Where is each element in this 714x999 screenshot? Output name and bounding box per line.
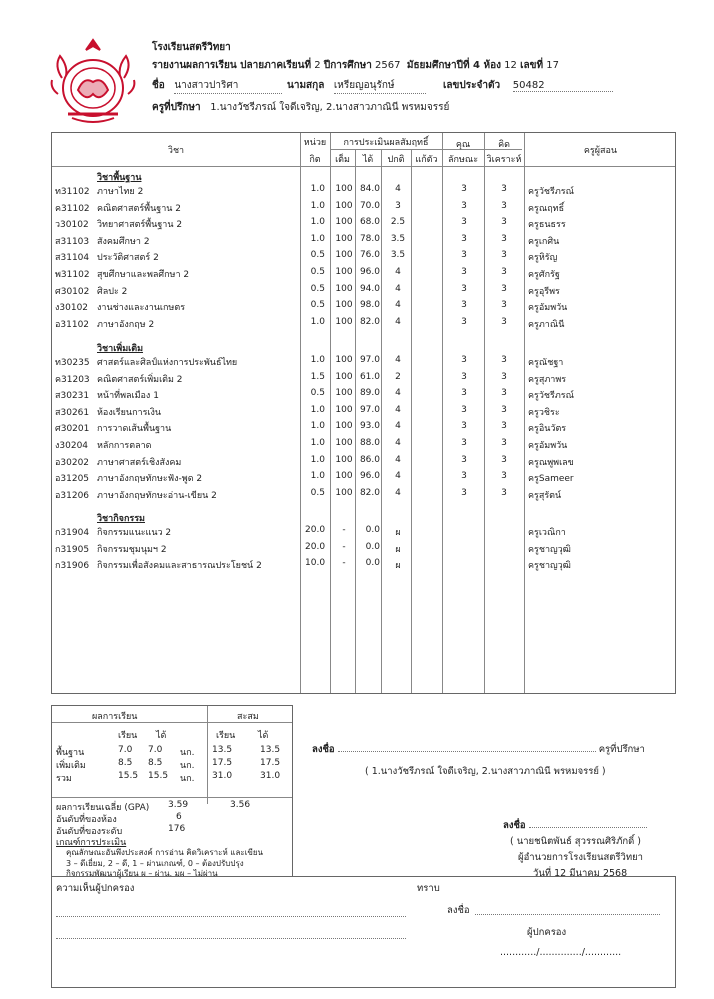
cell-code: ง30204 xyxy=(55,441,89,451)
cell-got: 86.0 xyxy=(359,454,380,465)
comment-line-2[interactable] xyxy=(56,929,406,939)
cell-name: กิจกรรมแนะแนว 2 xyxy=(97,528,172,538)
cell-grade: 4 xyxy=(395,471,401,482)
header-teacher: ครูผู้สอน xyxy=(583,146,618,156)
cell-teacher: ครูชาญวุฒิ xyxy=(528,561,571,572)
cell-full: 100 xyxy=(335,371,353,382)
cell-grade: 4 xyxy=(395,388,401,399)
summary-got: 8.5 xyxy=(148,758,163,768)
parent-comment-label: ความเห็นผู้ปกครอง xyxy=(56,883,135,894)
group-extra-title: วิชาเพิ่มเติม xyxy=(97,344,144,354)
table-row xyxy=(52,199,677,216)
cell-teacher: ครูธนธรร xyxy=(528,220,566,231)
advisor-sign-label: ลงชื่อ xyxy=(312,744,335,755)
table-row xyxy=(52,370,677,387)
cell-name: หน้าที่พลเมือง 1 xyxy=(97,391,159,402)
cell-grade: 4 xyxy=(395,421,401,432)
summary-a-study: 17.5 xyxy=(212,758,233,768)
cell-credit: 10.0 xyxy=(305,558,326,569)
cell-teacher: ครูศักรัฐ xyxy=(528,270,560,280)
cell-code: ค31102 xyxy=(55,203,90,214)
table-row xyxy=(52,265,677,282)
cell-q: 3 xyxy=(461,200,467,211)
cell-teacher: ครูอัมพวัน xyxy=(528,441,568,451)
cell-name: ประวัติศาสตร์ 2 xyxy=(97,253,159,264)
summary-accum-col-got: ได้ xyxy=(258,731,269,741)
student-line xyxy=(152,78,282,94)
cell-q: 3 xyxy=(461,355,467,365)
cell-got: 0.0 xyxy=(365,525,380,535)
criteria-line-1: คุณลักษณะอันพึงประสงค์ การอ่าน คิดวิเคราะห์ และเขียน xyxy=(66,848,264,857)
header-fixed: แก้ตัว xyxy=(415,155,438,165)
header-result-group: การประเมินผลสัมฤทธิ์ xyxy=(343,138,429,148)
cell-code: อ31205 xyxy=(55,474,90,485)
cell-full: 100 xyxy=(335,300,353,311)
summary-a-got: 13.5 xyxy=(260,745,281,755)
cell-t: 3 xyxy=(501,438,507,448)
cell-t: 3 xyxy=(501,421,507,432)
cell-t: 3 xyxy=(501,233,507,244)
header-unit: หน่วย xyxy=(303,138,327,148)
criteria-line-2: 3 – ดีเยี่ยม, 2 – ดี, 1 – ผ่านเกณฑ์, 0 – ต้องปรับปรุง xyxy=(66,859,244,868)
cell-code: ส30231 xyxy=(55,391,90,402)
cell-grade: 4 xyxy=(395,300,401,311)
cell-teacher: ครูวชิระ xyxy=(528,407,560,418)
cell-credit: 1.0 xyxy=(310,184,325,194)
table-row xyxy=(52,386,677,403)
cell-grade: 2 xyxy=(395,371,401,382)
name-label: ชื่อ xyxy=(152,80,165,91)
table-row xyxy=(52,315,677,332)
cell-teacher: ครูณพูพเลข xyxy=(528,457,574,468)
term-value: 2 xyxy=(314,60,321,71)
cell-code: ท30235 xyxy=(55,358,90,368)
cell-credit: 0.5 xyxy=(310,250,325,261)
no-value: 17 xyxy=(546,60,559,71)
director-sign-label: ลงชื่อ xyxy=(503,820,526,831)
cell-t: 3 xyxy=(501,388,507,399)
cell-name: หลักการตลาด xyxy=(97,441,152,451)
cell-q: 3 xyxy=(461,316,467,327)
cell-full: - xyxy=(342,558,346,569)
cell-t: 3 xyxy=(501,404,507,415)
cell-code: อ31102 xyxy=(55,319,90,330)
summary-a-study: 31.0 xyxy=(212,771,233,781)
cell-grade: 4 xyxy=(395,438,401,448)
cell-t: 3 xyxy=(501,454,507,465)
cell-teacher: ครูสุรัตน์ xyxy=(528,490,562,501)
cell-got: 0.0 xyxy=(365,541,380,552)
cell-q: 3 xyxy=(461,267,467,277)
cell-code: ศ30201 xyxy=(55,424,90,435)
table-row xyxy=(52,556,677,573)
cell-grade: 4 xyxy=(395,454,401,465)
report-title-line xyxy=(152,58,559,73)
cell-q: 3 xyxy=(461,487,467,498)
table-row xyxy=(52,486,677,503)
cell-code: อ31206 xyxy=(55,490,90,501)
cell-full: 100 xyxy=(335,316,353,327)
cell-credit: 0.5 xyxy=(310,388,325,399)
cell-full: 100 xyxy=(335,250,353,261)
cell-name: ภาษาอังกฤษทักษะฟัง-พูด 2 xyxy=(97,474,203,485)
cell-q: 3 xyxy=(461,454,467,465)
cell-credit: 1.0 xyxy=(310,200,325,211)
cell-teacher: ครูชาญวุฒิ xyxy=(528,544,571,555)
cell-got: 94.0 xyxy=(359,283,380,294)
cell-got: 76.0 xyxy=(359,250,380,261)
cell-got: 97.0 xyxy=(359,355,380,365)
comment-line-1[interactable] xyxy=(56,907,406,917)
cell-q: 3 xyxy=(461,404,467,415)
cell-t: 3 xyxy=(501,184,507,194)
rank-level-value: 176 xyxy=(168,824,186,834)
cell-code: ว30102 xyxy=(55,220,89,231)
table-row xyxy=(52,419,677,436)
table-row xyxy=(52,453,677,470)
cell-full: 100 xyxy=(335,421,353,432)
cell-grade: 3.5 xyxy=(390,250,406,261)
cell-code: ส31103 xyxy=(55,236,90,247)
cell-code: ก31905 xyxy=(55,544,90,555)
cell-code: อ30202 xyxy=(55,457,90,468)
cell-teacher: ครูSameer xyxy=(528,474,574,485)
parent-sign-line[interactable] xyxy=(475,903,660,915)
summary-a-study: 13.5 xyxy=(212,745,233,755)
cell-name: ภาษาไทย 2 xyxy=(97,187,144,197)
cell-credit: 1.0 xyxy=(310,471,325,482)
cell-grade: ผ xyxy=(395,544,401,555)
cell-teacher: ครูณัชฐา xyxy=(528,358,564,368)
parent-role: ผู้ปกครอง xyxy=(527,927,567,938)
cell-name: ภาษาศาสตร์เชิงสังคม xyxy=(97,457,182,468)
cell-grade: 4 xyxy=(395,355,401,365)
header-normal: ปกติ xyxy=(387,155,405,165)
cell-code: ก31904 xyxy=(55,528,90,538)
parent-sign-label: ลงชื่อ xyxy=(447,905,470,916)
table-row xyxy=(52,282,677,299)
cell-grade: 4 xyxy=(395,316,401,327)
cell-code: ส30261 xyxy=(55,407,90,418)
table-row xyxy=(52,215,677,232)
cell-grade: ผ xyxy=(395,528,401,538)
cell-got: 88.0 xyxy=(359,438,380,448)
gpa-label: ผลการเรียนเฉลี่ย (GPA) xyxy=(56,803,150,813)
header-quality-1: คุณ xyxy=(455,140,471,150)
cell-credit: 1.0 xyxy=(310,355,325,365)
advisor-role: ครูที่ปรึกษา xyxy=(598,744,645,755)
summary-unit: นก. xyxy=(180,761,195,771)
director-name: ( นายชนิตพันธ์ สุวรรณศิริภักดิ์ ) xyxy=(510,836,642,847)
table-row xyxy=(52,232,677,249)
header-quality-2: ลักษณะ xyxy=(447,155,479,165)
student-id-line xyxy=(443,78,613,93)
table-row xyxy=(52,403,677,420)
cell-t: 3 xyxy=(501,267,507,277)
cell-name: สังคมศึกษา 2 xyxy=(97,236,150,247)
summary-col-got: ได้ xyxy=(156,731,167,741)
cell-code: ส31104 xyxy=(55,253,90,264)
cell-name: สุขศึกษาและพลศึกษา 2 xyxy=(97,270,190,280)
id-value: 50482 xyxy=(513,80,613,92)
cell-name: งานช่างและงานเกษตร xyxy=(97,303,186,314)
group-activity-title: วิชากิจกรรม xyxy=(97,514,145,524)
table-row xyxy=(52,540,677,557)
cell-t: 3 xyxy=(501,471,507,482)
surname-line xyxy=(287,78,426,94)
cell-code: ก31906 xyxy=(55,561,90,572)
cell-code: พ31102 xyxy=(55,270,90,280)
no-label: เลขที่ xyxy=(520,60,544,71)
cell-got: 82.0 xyxy=(359,487,380,498)
cell-q: 3 xyxy=(461,300,467,311)
summary-study: 8.5 xyxy=(118,758,133,768)
cell-got: 68.0 xyxy=(359,217,380,228)
cell-grade: 4 xyxy=(395,267,401,277)
header-think-1: คิด xyxy=(498,140,510,150)
cell-got: 78.0 xyxy=(359,233,380,244)
level-label: มัธยมศึกษาปีที่ 4 ห้อง xyxy=(406,60,501,71)
cell-credit: 1.0 xyxy=(310,454,325,465)
summary-box xyxy=(51,705,293,877)
summary-a-got: 31.0 xyxy=(260,771,281,781)
cell-name: คณิตศาสตร์พื้นฐาน 2 xyxy=(97,203,181,214)
cell-t: 3 xyxy=(501,200,507,211)
cell-name: วิทยาศาสตร์พื้นฐาน 2 xyxy=(97,220,183,231)
header-think-2: วิเคราะห์ xyxy=(486,155,522,165)
summary-accum-label: สะสม xyxy=(237,712,259,722)
cell-full: 100 xyxy=(335,487,353,498)
summary-label: เพิ่มเติม xyxy=(56,761,86,771)
cell-full: 100 xyxy=(335,471,353,482)
cell-credit: 0.5 xyxy=(310,283,325,294)
advisor-names-sign: ( 1.นางวัชรีภรณ์ ใจดีเจริญ, 2.นางสาวภาณินี พรหมจรรย์ ) xyxy=(365,766,606,777)
cell-credit: 1.0 xyxy=(310,217,325,228)
sign-date: วันที่ 12 มีนาคม 2568 xyxy=(533,868,628,879)
year-value: 2567 xyxy=(375,60,401,71)
cell-got: 96.0 xyxy=(359,267,380,277)
summary-study: 15.5 xyxy=(118,771,139,781)
cell-got: 82.0 xyxy=(359,316,380,327)
summary-result-label: ผลการเรียน xyxy=(92,712,138,722)
header-got: ได้ xyxy=(362,155,374,165)
table-row xyxy=(52,436,677,453)
report-label: รายงานผลการเรียน ปลายภาคเรียนที่ xyxy=(152,60,312,71)
cell-name: ภาษาอังกฤษทักษะอ่าน-เขียน 2 xyxy=(97,490,217,501)
criteria-title: เกณฑ์การประเมิน xyxy=(56,838,127,848)
gpa-value: 3.59 xyxy=(168,800,189,810)
cell-t: 3 xyxy=(501,371,507,382)
surname-label: นามสกุล xyxy=(287,80,325,91)
cell-code: ศ30102 xyxy=(55,286,90,297)
cell-got: 89.0 xyxy=(359,388,380,399)
cell-credit: 0.5 xyxy=(310,487,325,498)
cell-full: 100 xyxy=(335,267,353,277)
cell-credit: 1.0 xyxy=(310,233,325,244)
cell-q: 3 xyxy=(461,233,467,244)
cell-credit: 1.5 xyxy=(310,371,325,382)
cell-teacher: ครูณฤทธิ์ xyxy=(528,203,565,214)
table-row xyxy=(52,469,677,486)
cell-teacher: ครูวัชรีภรณ์ xyxy=(528,187,574,197)
rank-level-label: อันดับที่ของระดับ xyxy=(56,827,123,837)
summary-got: 15.5 xyxy=(148,771,169,781)
cell-t: 3 xyxy=(501,283,507,294)
cell-t: 3 xyxy=(501,250,507,261)
cell-got: 61.0 xyxy=(359,371,380,382)
summary-unit: นก. xyxy=(180,748,195,758)
cell-t: 3 xyxy=(501,217,507,228)
advisor-label: ครูที่ปรึกษา xyxy=(152,102,201,113)
advisor-line xyxy=(152,100,449,115)
table-row xyxy=(52,523,677,540)
cell-q: 3 xyxy=(461,388,467,399)
cell-grade: 2.5 xyxy=(390,217,406,228)
year-label: ปีการศึกษา xyxy=(323,60,372,71)
summary-label: รวม xyxy=(56,774,72,784)
cell-got: 84.0 xyxy=(359,184,380,194)
cell-name: ศิลปะ 2 xyxy=(97,286,128,297)
summary-label: พื้นฐาน xyxy=(56,748,85,758)
cell-full: - xyxy=(342,525,346,535)
cell-full: 100 xyxy=(335,355,353,365)
cell-full: 100 xyxy=(335,388,353,399)
cell-credit: 1.0 xyxy=(310,438,325,448)
cell-credit: 1.0 xyxy=(310,404,325,415)
cell-grade: 4 xyxy=(395,283,401,294)
cell-teacher: ครูอัมพวัน xyxy=(528,303,568,314)
summary-study: 7.0 xyxy=(118,745,133,755)
cell-full: 100 xyxy=(335,438,353,448)
cell-q: 3 xyxy=(461,421,467,432)
cell-name: คณิตศาสตร์เพิ่มเติม 2 xyxy=(97,374,183,385)
cell-got: 93.0 xyxy=(359,421,380,432)
director-role: ผู้อำนวยการโรงเรียนสตรีวิทยา xyxy=(518,852,644,863)
cell-teacher: ครูภาณินี xyxy=(528,319,565,330)
cell-grade: 3 xyxy=(395,200,401,211)
cell-got: 96.0 xyxy=(359,471,380,482)
cell-teacher: ครูหิรัญ xyxy=(528,253,558,264)
cell-full: 100 xyxy=(335,184,353,194)
director-sign-line xyxy=(503,818,647,833)
parent-comment-box xyxy=(51,876,676,988)
cell-got: 70.0 xyxy=(359,200,380,211)
table-row xyxy=(52,248,677,265)
cell-name: ภาษาอังกฤษ 2 xyxy=(97,319,155,330)
cell-name: ห้องเรียนการเงิน xyxy=(97,407,162,418)
grades-table xyxy=(51,132,676,694)
cell-credit: 0.5 xyxy=(310,267,325,277)
cell-code: ค31203 xyxy=(55,374,90,385)
rank-room-label: อันดับที่ของห้อง xyxy=(56,815,117,825)
parent-date-line: ............/............../............ xyxy=(500,947,622,958)
cell-grade: 4 xyxy=(395,184,401,194)
cell-credit: 0.5 xyxy=(310,300,325,311)
cell-q: 3 xyxy=(461,217,467,228)
cell-teacher: ครูสุภาพร xyxy=(528,374,567,385)
criteria-line-3: กิจกรรมพัฒนาผู้เรียน ผ – ผ่าน, มผ – ไม่ผ่าน xyxy=(66,869,218,878)
cell-full: 100 xyxy=(335,283,353,294)
cell-q: 3 xyxy=(461,283,467,294)
id-label: เลขประจำตัว xyxy=(443,80,501,91)
cell-code: ท31102 xyxy=(55,187,90,197)
cell-teacher: ครูอุรีพร xyxy=(528,286,560,297)
gpa-accum-value: 3.56 xyxy=(230,800,251,810)
summary-a-got: 17.5 xyxy=(260,758,281,768)
cell-got: 97.0 xyxy=(359,404,380,415)
cell-teacher: ครูเวณิกา xyxy=(528,528,566,538)
table-row xyxy=(52,182,677,199)
table-row xyxy=(52,353,677,370)
cell-got: 0.0 xyxy=(365,558,380,569)
cell-grade: ผ xyxy=(395,561,401,572)
cell-full: 100 xyxy=(335,404,353,415)
school-name: โรงเรียนสตรีวิทยา xyxy=(152,42,231,53)
parent-ack-label: ทราบ xyxy=(417,883,440,894)
cell-name: ศาสตร์และศิลป์แห่งการประพันธ์ไทย xyxy=(97,358,238,368)
cell-teacher: ครูเกศิน xyxy=(528,236,560,247)
header-full: เต็ม xyxy=(335,155,350,165)
table-row xyxy=(52,298,677,315)
cell-name: กิจกรรมเพื่อสังคมและสาธารณประโยชน์ 2 xyxy=(97,561,262,572)
cell-q: 3 xyxy=(461,438,467,448)
summary-got: 7.0 xyxy=(148,745,163,755)
summary-accum-col-study: เรียน xyxy=(216,731,236,741)
name-value: นางสาวปาริศา xyxy=(174,78,282,94)
cell-credit: 20.0 xyxy=(305,541,326,552)
cell-code: ง30102 xyxy=(55,303,89,314)
summary-col-study: เรียน xyxy=(118,731,138,741)
advisor-names: 1.นางวัชรีภรณ์ ใจดีเจริญ, 2.นางสาวภาณินี พรหมจรรย์ xyxy=(210,102,450,113)
cell-t: 3 xyxy=(501,316,507,327)
advisor-sign-line xyxy=(312,742,645,757)
summary-unit: นก. xyxy=(180,774,195,784)
cell-credit: 1.0 xyxy=(310,316,325,327)
cell-full: 100 xyxy=(335,454,353,465)
cell-full: 100 xyxy=(335,233,353,244)
cell-teacher: ครูวัชรีภรณ์ xyxy=(528,391,574,402)
cell-got: 98.0 xyxy=(359,300,380,311)
surname-value: เหรียญอนุรักษ์ xyxy=(334,78,426,94)
header-credit: กิต xyxy=(309,155,321,165)
school-seal-logo xyxy=(48,36,138,124)
group-basic-title: วิชาพื้นฐาน xyxy=(97,173,142,183)
cell-q: 3 xyxy=(461,250,467,261)
cell-grade: 3.5 xyxy=(390,233,406,244)
cell-grade: 4 xyxy=(395,404,401,415)
cell-full: - xyxy=(342,541,346,552)
cell-name: กิจกรรมชุมนุมฯ 2 xyxy=(97,544,167,555)
cell-q: 3 xyxy=(461,184,467,194)
rank-room-value: 6 xyxy=(176,812,182,822)
cell-teacher: ครูอินวัตร xyxy=(528,424,567,435)
cell-grade: 4 xyxy=(395,487,401,498)
cell-q: 3 xyxy=(461,471,467,482)
cell-name: การวาดเส้นพื้นฐาน xyxy=(97,424,172,435)
header-subject: วิชา xyxy=(167,146,185,156)
cell-credit: 20.0 xyxy=(305,525,326,535)
cell-credit: 1.0 xyxy=(310,421,325,432)
cell-t: 3 xyxy=(501,355,507,365)
cell-full: 100 xyxy=(335,217,353,228)
cell-t: 3 xyxy=(501,300,507,311)
cell-full: 100 xyxy=(335,200,353,211)
room-value: 12 xyxy=(504,60,517,71)
cell-q: 3 xyxy=(461,371,467,382)
cell-t: 3 xyxy=(501,487,507,498)
